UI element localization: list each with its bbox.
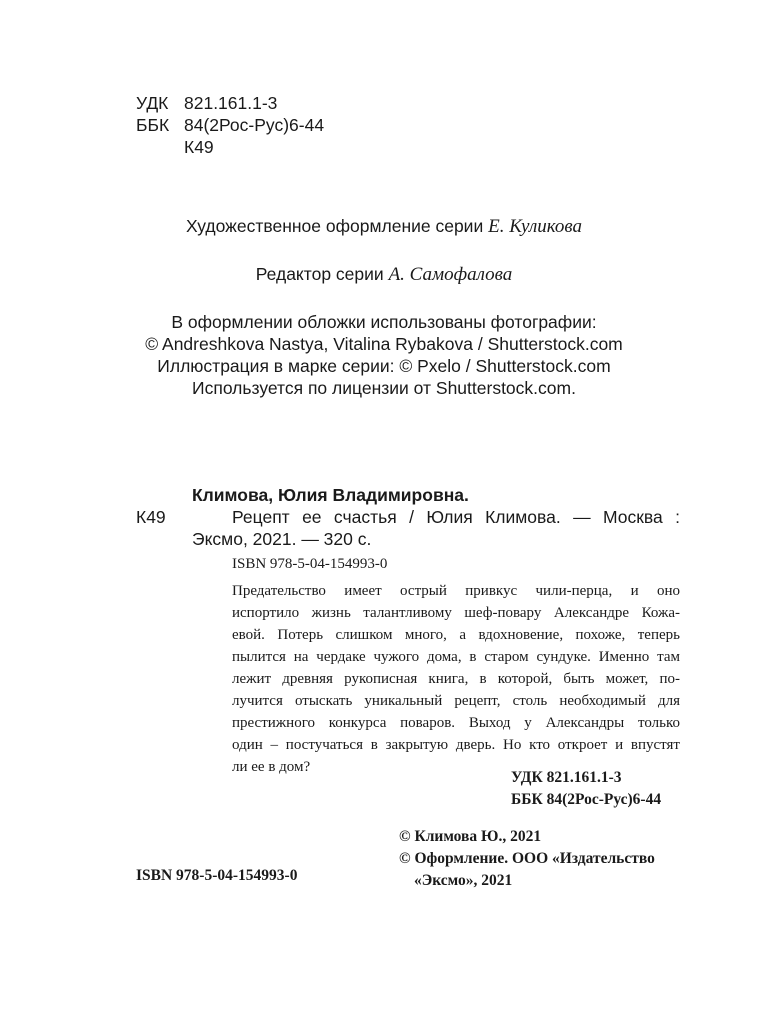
catalog-title-line-2: Эксмо, 2021. — 320 с. — [192, 529, 372, 549]
footer-isbn: ISBN 978-5-04-154993-0 — [136, 867, 298, 884]
copyright-design-line-1: © Оформление. ООО «Издательство — [399, 850, 655, 867]
catalog-annotation — [232, 580, 680, 778]
copyright-author: © Климова Ю., 2021 — [399, 828, 542, 845]
catalog-udk-line: УДК 821.161.1-3 — [511, 769, 622, 786]
annotation-line: лежит древняя рукописная книга, в которой, быть может, по- — [232, 671, 680, 687]
annotation-line: один – постучаться в закрытую дверь. Но кто откроет и впустят — [232, 737, 680, 753]
series-editor-label: Редактор серии — [255, 264, 384, 284]
series-editor-name: А. Самофалова — [388, 264, 513, 285]
catalog-author-heading: Климова, Юлия Владимировна. — [192, 485, 469, 505]
license-line: Используется по лицензии от Shutterstock.com. — [192, 378, 576, 398]
author-mark-top: К49 — [184, 137, 214, 157]
series-design-label: Художественное оформление серии — [185, 216, 484, 236]
series-editor-credit — [0, 263, 768, 286]
annotation-line: испортило жизнь талантливому шеф-повару Александре Кожа- — [232, 605, 680, 621]
catalog-bbk-line: ББК 84(2Рос-Рус)6-44 — [511, 791, 662, 808]
series-design-credit — [0, 215, 768, 238]
catalog-author-mark: К49 — [136, 507, 166, 527]
udk-label: УДК — [136, 93, 169, 113]
series-mark-line: Иллюстрация в марке серии: © Pxelo / Shutterstock.com — [157, 356, 611, 376]
annotation-line: евой. Потерь слишком много, а вдохновение, похоже, теперь — [232, 627, 680, 643]
catalog-title-line-1: Рецепт ее счастья / Юлия Климова. — Москва : — [232, 507, 680, 527]
cover-photos-line: В оформлении обложки использованы фотографии: — [171, 312, 597, 332]
series-design-name: Е. Куликова — [488, 216, 583, 237]
udk-value: 821.161.1-3 — [184, 93, 278, 113]
bbk-value: 84(2Рос-Рус)6-44 — [184, 115, 325, 135]
copyright-design-line-2: «Эксмо», 2021 — [414, 872, 513, 889]
annotation-line: пылится на чердаке чужого дома, в старом сундуке. Именно там — [232, 649, 680, 665]
annotation-line: ли ее в дом? — [232, 759, 311, 775]
annotation-line: лучится отыскать уникальный рецепт, столь необходимый для — [232, 693, 680, 709]
bbk-label: ББК — [136, 115, 170, 135]
cover-photos-credit: © Andreshkova Nastya, Vitalina Rybakova / Shutterstock.com — [145, 334, 623, 354]
annotation-line: Предательство имеет острый привкус чили-перца, и оно — [232, 583, 680, 599]
annotation-line: престижного конкурса поваров. Выход у Александры только — [232, 715, 680, 731]
catalog-isbn-line: ISBN 978-5-04-154993-0 — [232, 556, 388, 572]
